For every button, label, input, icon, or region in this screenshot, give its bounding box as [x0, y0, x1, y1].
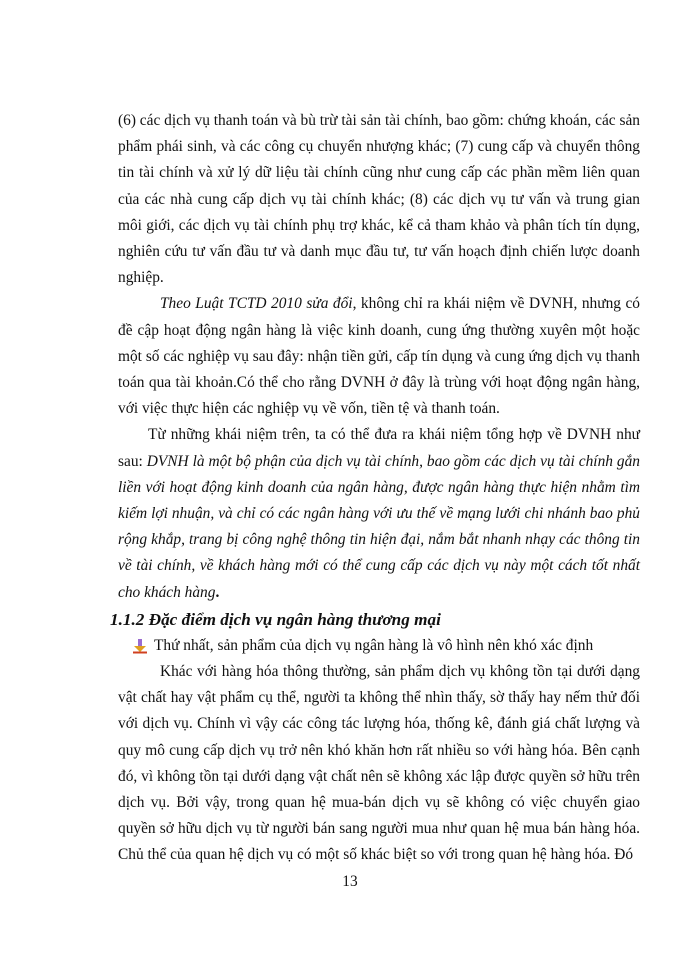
bullet-text: Thứ nhất, sản phẩm của dịch vụ ngân hàng là vô hình nên khó xác định — [154, 636, 594, 654]
page-number: 13 — [342, 873, 358, 890]
synthesis-lead: Từ những khái niệm trên, ta có thể đưa ra khái niệm tổng hợp về DVNH như sau: — [118, 426, 640, 470]
arrow-down-bullet-icon — [132, 638, 148, 654]
bullet-point — [118, 633, 640, 659]
law-reference: Theo Luật TCTD 2010 sửa đổi — [160, 295, 353, 313]
document-body — [110, 108, 641, 869]
synthesis-end: . — [215, 583, 220, 601]
paragraph-law-definition — [118, 291, 640, 422]
paragraph-intangibility: Khác với hàng hóa thông thường, sản phẩm dịch vụ không tồn tại dưới dạng vật chất hay vật phẩm cụ thể, người ta không thể nhìn thấy, sờ thấy hay nếm thử đối với dịch vụ. Chính vì vậy các công tác lượng hóa, thống kê, đánh giá chất lượng và quy mô cung cấp dịch vụ trở nên khó khăn hơn rất nhiều so với hàng hóa. Bên cạnh đó, vì không tồn tại dưới dạng vật chất nên sẽ không xác lập được quyền sở hữu trên dịch vụ. Bởi vậy, trong quan hệ mua-bán dịch vụ sẽ không có việc chuyển giao quyền sở hữu dịch vụ từ người bán sang người mua như quan hệ mua bán hàng hóa. Chủ thể của quan hệ dịch vụ có một số khác biệt so với trong quan hệ hàng hóa. Đó — [118, 663, 640, 864]
paragraph-synthesis — [118, 422, 640, 605]
section-heading: 1.1.2 Đặc điểm dịch vụ ngân hàng thương mại — [110, 609, 441, 629]
paragraph-services-list: (6) các dịch vụ thanh toán và bù trừ tài sản tài chính, bao gồm: chứng khoán, các sản phẩm phái sinh, và các công cụ chuyển nhượng khác; (7) cung cấp và chuyển thông tin tài chính và xử lý dữ liệu tài chính cũng như cung cấp các phần mềm liên quan của các nhà cung cấp dịch vụ tài chính khác; (8) các dịch vụ tư vấn và trung gian môi giới, các dịch vụ tài chính phụ trợ khác, kể cả tham khảo và phân tích tín dụng, nghiên cứu tư vấn đầu tư và danh mục đầu tư, tư vấn hoạch định chiến lược doanh nghiệp. — [118, 112, 640, 287]
paragraph-law-text: , không chỉ ra khái niệm về DVNH, nhưng có đề cập hoạt động ngân hàng là việc kinh doanh, cung ứng thường xuyên một hoặc một số các nghiệp vụ sau đây: nhận tiền gửi, cấp tín dụng và cung ứng dịch vụ thanh toán qua tài khoản.Có thể cho rằng DVNH ở đây là trùng với hoạt động ngân hàng, với việc thực hiện các nghiệp vụ về vốn, tiền tệ và thanh toán. — [118, 295, 640, 418]
definition-italic: DVNH là một bộ phận của dịch vụ tài chính, bao gồm các dịch vụ tài chính gắn liền với hoạt động kinh doanh của ngân hàng, được ngân hàng thực hiện nhằm tìm kiếm lợi nhuận, và chỉ có các ngân hàng với ưu thế về mạng lưới chi nhánh bao phủ rộng khắp, trang bị công nghệ thông tin hiện đại, nắm bắt nhanh nhạy các thông tin về tài chính, về khách hàng mới có thể cung cấp các dịch vụ này một cách tốt nhất cho khách hàng — [118, 452, 641, 601]
